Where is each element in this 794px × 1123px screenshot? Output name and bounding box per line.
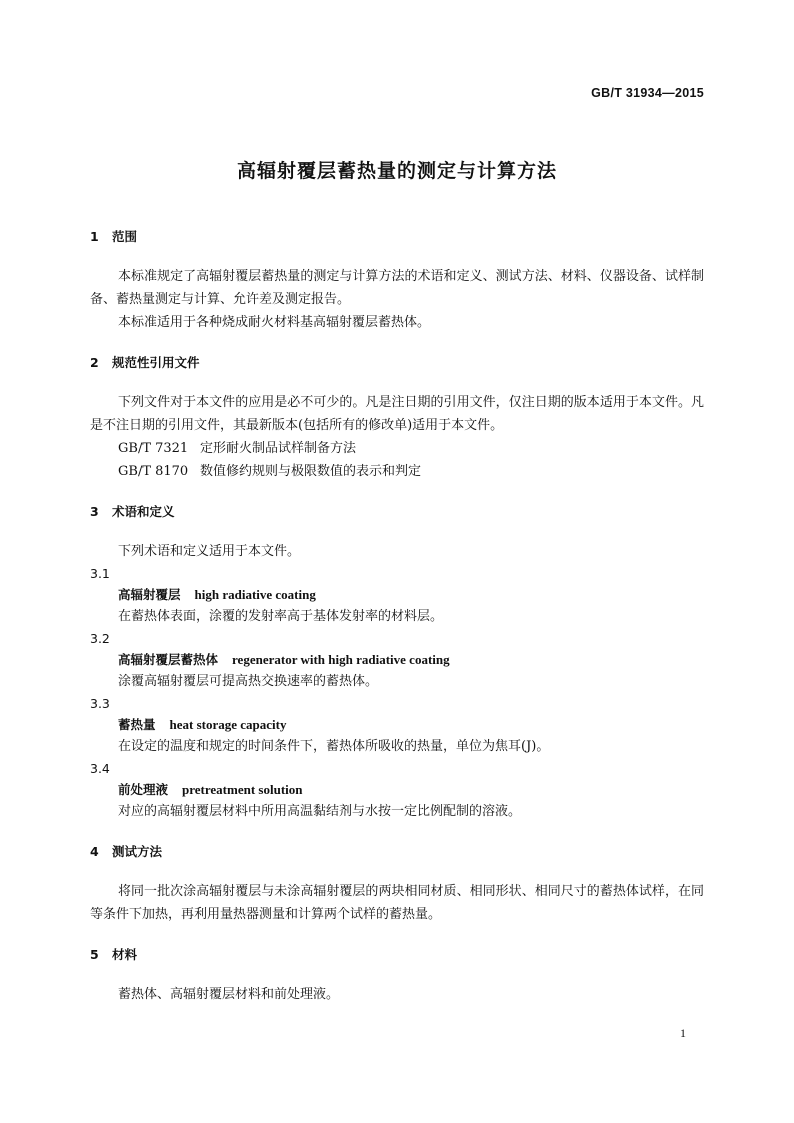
term-zh: 高辐射覆层 [118,587,181,602]
term-number: 3.3 [90,696,110,711]
section-number: 2 [90,355,99,370]
test-method-paragraph: 将同一批次涂高辐射覆层与未涂高辐射覆层的两块相同材质、相同形状、相同尺寸的蓄热体试样，在同等条件下加热，再利用量热器测量和计算两个试样的蓄热量。 [90,884,704,922]
scope-paragraph-2: 本标准适用于各种烧成耐火材料基高辐射覆层蓄热体。 [118,315,431,330]
section-number: 4 [90,844,99,859]
term-definition: 对应的高辐射覆层材料中所用高温黏结剂与水按一定比例配制的溶液。 [118,804,522,819]
reference-title: 定形耐火制品试样制备方法 [200,441,357,456]
term-number: 3.2 [90,631,110,646]
section-number: 5 [90,947,99,962]
reference-code: GB/T 8170 [118,464,189,479]
term-zh: 高辐射覆层蓄热体 [118,652,219,667]
references-paragraph: 下列文件对于本文件的应用是必不可少的。凡是注日期的引用文件，仅注日期的版本适用于本文件。凡是不注日期的引用文件，其最新版本(包括所有的修改单)适用于本文件。 [90,395,704,433]
reference-title: 数值修约规则与极限数值的表示和判定 [200,464,422,479]
section-heading-scope [90,226,704,248]
section-heading-terms [90,501,704,523]
page-number: 1 [680,1026,686,1040]
term-en: regenerator with high radiative coating [232,652,450,667]
section-title: 规范性引用文件 [112,355,200,370]
term-entry [90,714,704,736]
materials-paragraph: 蓄热体、高辐射覆层材料和前处理液。 [118,987,340,1002]
document-title: 高辐射覆层蓄热量的测定与计算方法 [236,160,557,182]
term-number: 3.4 [90,761,110,776]
term-zh: 前处理液 [118,782,169,797]
section-number: 1 [90,229,99,244]
scope-paragraph-1: 本标准规定了高辐射覆层蓄热量的测定与计算方法的术语和定义、测试方法、材料、仪器设备、试样制备、蓄热量测定与计算、允许差及测定报告。 [90,269,704,307]
reference-item [90,460,704,483]
section-heading-normative-references [90,352,704,374]
section-title: 材料 [112,947,138,962]
term-number: 3.1 [90,566,110,581]
section-title: 测试方法 [112,844,163,859]
term-definition: 在设定的温度和规定的时间条件下，蓄热体所吸收的热量，单位为焦耳(J)。 [118,739,550,754]
section-heading-test-method [90,841,704,863]
reference-code: GB/T 7321 [118,441,189,456]
reference-item [90,437,704,460]
section-number: 3 [90,504,99,519]
section-heading-materials [90,944,704,966]
term-entry [90,584,704,606]
term-en: heat storage capacity [169,717,287,732]
section-title: 范围 [112,229,138,244]
term-en: high radiative coating [194,587,316,602]
term-definition: 在蓄热体表面，涂覆的发射率高于基体发射率的材料层。 [118,609,444,624]
standard-code: GB/T 31934—2015 [591,86,704,100]
term-zh: 蓄热量 [118,717,156,732]
term-entry [90,649,704,671]
section-title: 术语和定义 [112,504,175,519]
term-definition: 涂覆高辐射覆层可提高热交换速率的蓄热体。 [118,674,379,689]
term-en: pretreatment solution [182,782,303,797]
document-body [90,226,704,1006]
term-entry [90,779,704,801]
terms-intro: 下列术语和定义适用于本文件。 [118,544,301,559]
